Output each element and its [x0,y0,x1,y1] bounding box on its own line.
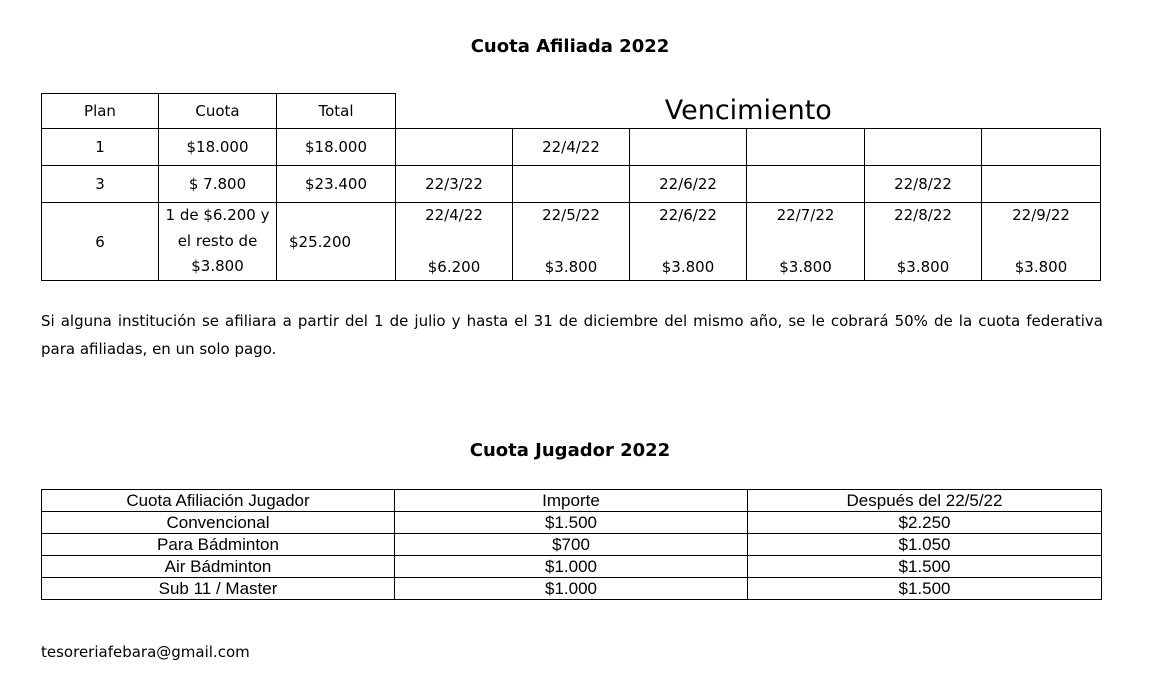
table-row [42,578,1102,600]
cell-category: Para Bádminton [42,534,395,556]
cell-date: 22/8/22 [865,166,982,203]
cell-date: 22/4/22 [513,129,630,166]
table-row [42,534,1102,556]
header-cuota: Cuota [159,94,277,129]
table-row-plan-3 [42,166,1101,203]
header-despues: Después del 22/5/22 [748,490,1102,512]
cell-total: $23.400 [277,166,396,203]
installment-amount: $3.800 [661,258,715,276]
cell-importe: $1.500 [395,512,748,534]
cell-category: Air Bádminton [42,556,395,578]
installment-amount: $3.800 [1014,258,1068,276]
cell-despues: $2.250 [748,512,1102,534]
cell-installment [396,203,513,281]
cell-cuota: $18.000 [159,129,277,166]
cell-total: $25.200 [277,203,396,281]
header-importe: Importe [395,490,748,512]
cell-date [982,129,1101,166]
installment-date: 22/5/22 [542,206,600,224]
table-row [42,556,1102,578]
cell-installment [513,203,630,281]
cell-installment [982,203,1101,281]
cell-despues: $1.050 [748,534,1102,556]
cell-installment [747,203,865,281]
cell-installment [630,203,747,281]
cuota-line: 1 de $6.200 y [165,206,270,225]
installment-amount: $3.800 [544,258,598,276]
cell-date [982,166,1101,203]
installment-amount: $3.800 [896,258,950,276]
cell-date [396,129,513,166]
cuota-line: $3.800 [191,257,244,276]
cell-plan: 3 [42,166,159,203]
cell-date [513,166,630,203]
cuota-line: el resto de [177,231,258,250]
cuota-afiliada-table [41,93,1101,281]
table-row-plan-6 [42,203,1101,281]
cell-category: Convencional [42,512,395,534]
header-row [42,490,1102,512]
cell-cuota [159,203,277,281]
title-cuota-jugador: Cuota Jugador 2022 [469,440,671,461]
cuota-jugador-table [41,489,1102,600]
cell-date [747,129,865,166]
cell-despues: $1.500 [748,578,1102,600]
title-cuota-afiliada: Cuota Afiliada 2022 [470,36,670,57]
afiliacion-note: Si alguna institución se afiliara a partir del 1 de julio y hasta el 31 de diciembre del mismo año, se le cobrará 50% de la cuota federativa para afiliadas, en un solo pago. [41,312,1103,358]
installment-date: 22/4/22 [425,206,483,224]
cell-installment [865,203,982,281]
header-plan: Plan [42,94,159,129]
installment-date: 22/6/22 [659,206,717,224]
installment-date: 22/8/22 [894,206,952,224]
cell-importe: $700 [395,534,748,556]
header-total: Total [277,94,396,129]
header-row [42,94,1101,129]
contact-email: tesoreriafebara@gmail.com [41,643,250,661]
cell-date [630,129,747,166]
cell-date [747,166,865,203]
cell-importe: $1.000 [395,556,748,578]
cell-date [865,129,982,166]
cell-category: Sub 11 / Master [42,578,395,600]
cell-date: 22/3/22 [396,166,513,203]
cell-total: $18.000 [277,129,396,166]
table-row-plan-1 [42,129,1101,166]
installment-date: 22/7/22 [776,206,835,224]
installment-amount: $6.200 [427,258,481,276]
installment-date: 22/9/22 [1012,206,1070,224]
cell-importe: $1.000 [395,578,748,600]
cell-plan: 1 [42,129,159,166]
cell-cuota: $ 7.800 [159,166,277,203]
header-vencimiento: Vencimiento [396,94,1101,129]
installment-amount: $3.800 [779,258,832,276]
header-cuota-afiliacion: Cuota Afiliación Jugador [42,490,395,512]
cell-despues: $1.500 [748,556,1102,578]
cell-date: 22/6/22 [630,166,747,203]
cell-plan: 6 [42,203,159,281]
table-row [42,512,1102,534]
